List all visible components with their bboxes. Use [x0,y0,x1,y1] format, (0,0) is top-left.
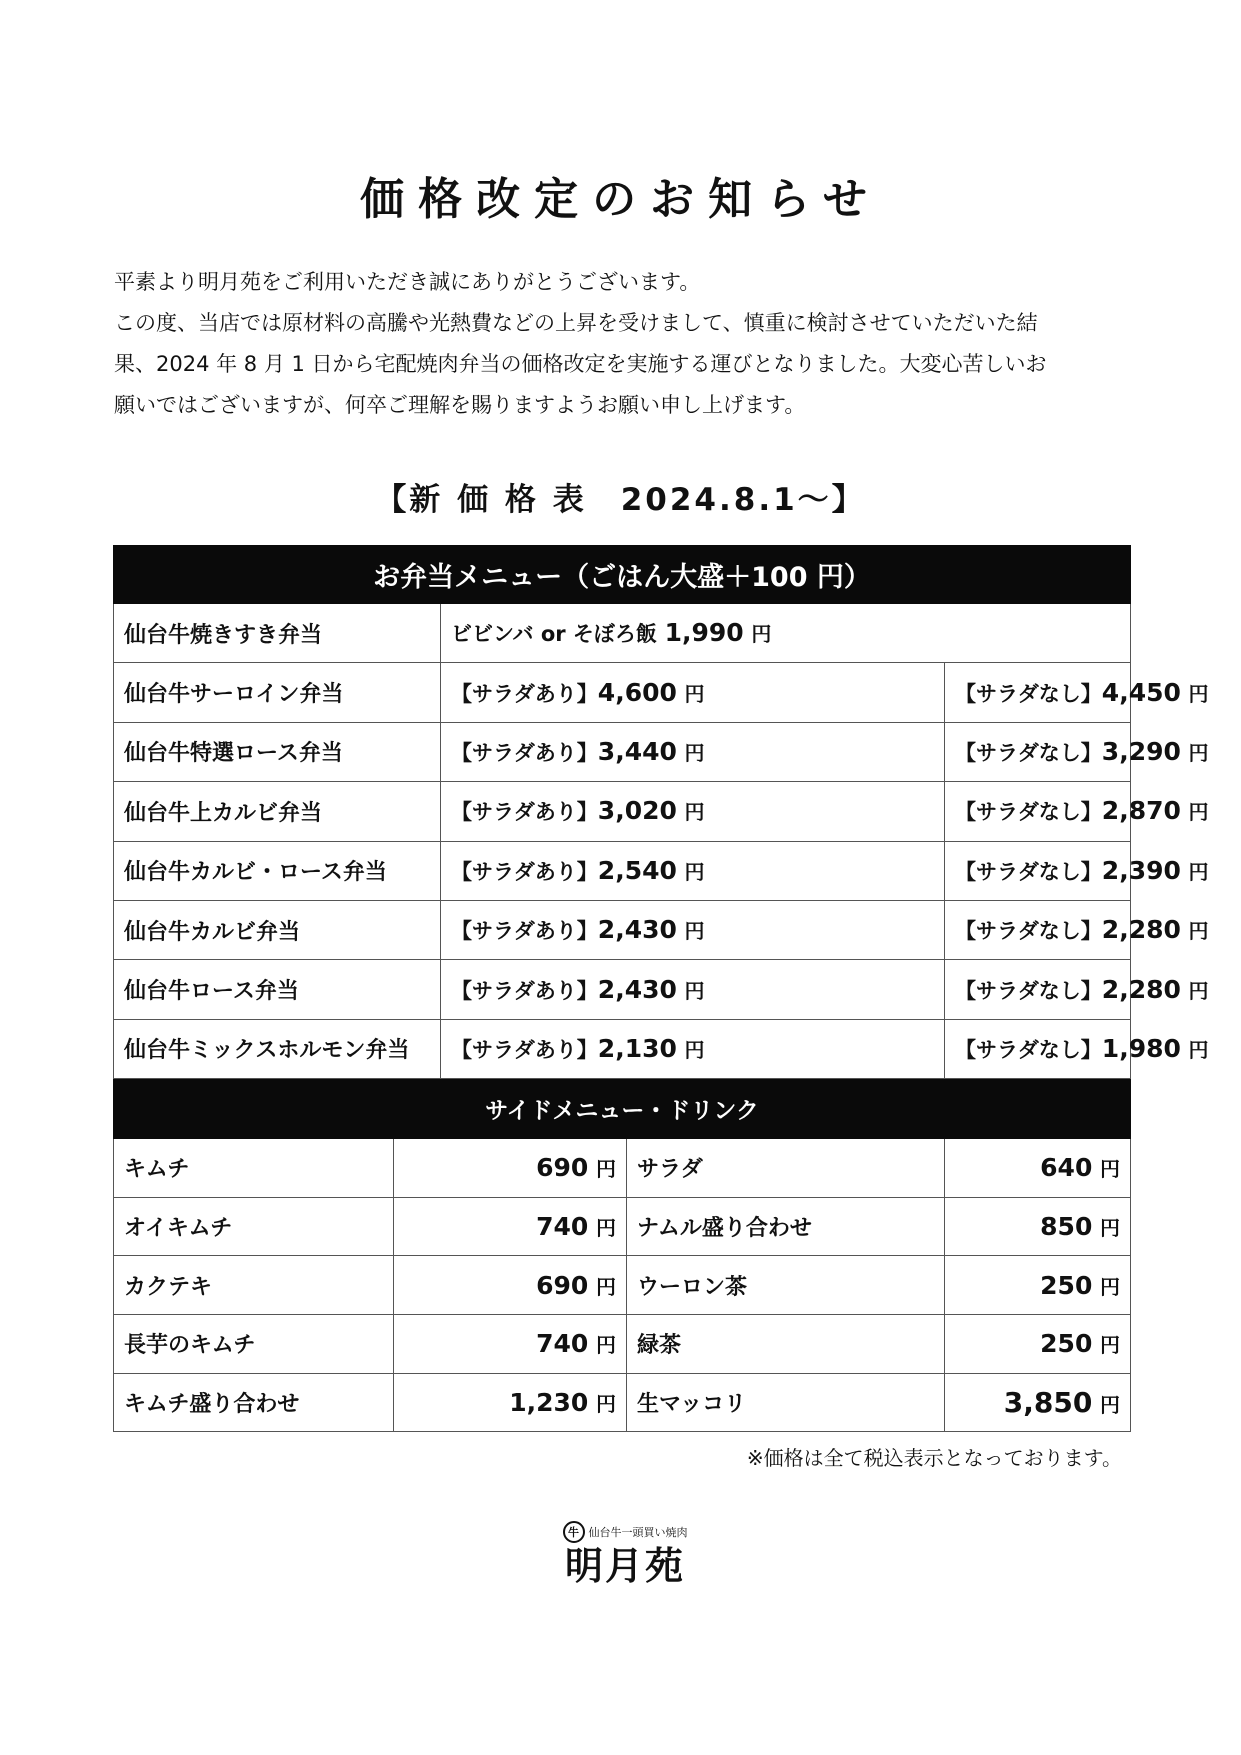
with-salad-cell [441,960,945,1019]
side-row [114,1139,1131,1198]
yen-unit: 円 [684,800,705,825]
bento-name: 仙台牛サーロイン弁当 [114,663,441,722]
bento-header-row [114,546,1131,604]
without-salad-cell [945,841,1209,900]
yen-unit: 円 [684,978,705,1003]
with-salad-cell [441,663,945,722]
side-header-row [114,1079,1131,1139]
side-item-price-cell [394,1139,627,1198]
price-table-title: 【新 価 格 表 2024.8.1〜】 [375,482,866,518]
bento-row [114,900,1131,959]
yen-unit: 円 [684,740,705,765]
bento-row [114,841,1131,900]
logo-tagline-row [555,1521,695,1543]
side-item-price: 250 [1040,1329,1093,1359]
price-table [113,545,1209,1432]
intro-line: 平素より明月苑をご利用いただき誠にありがとうございます。 [114,270,701,294]
side-menu-header: サイドメニュー・ドリンク [114,1079,1131,1139]
yen-unit: 円 [1100,1274,1121,1299]
side-row [114,1373,1131,1432]
yen-unit: 円 [1100,1333,1121,1358]
restaurant-logo [555,1521,695,1589]
yen-unit: 円 [596,1333,616,1358]
with-salad-price: 3,440 [597,736,677,766]
side-item-name: ナムル盛り合わせ [627,1197,945,1256]
option-label: ビビンバ or そぼろ飯 [451,622,657,647]
side-item-price: 850 [1040,1212,1093,1242]
side-item-name: キムチ盛り合わせ [114,1373,394,1432]
intro-line: 果、2024 年 8 月 1 日から宅配焼肉弁当の価格改定を実施する運びとなりました。大変心苦しいお [114,352,1047,376]
bento-row [114,722,1131,781]
intro-line: この度、当店では原材料の高騰や光熱費などの上昇を受けまして、慎重に検討させていただいた結 [114,311,1038,335]
yen-unit: 円 [1188,740,1209,765]
with-salad-price: 2,430 [597,915,677,945]
side-item-price-cell [945,1314,1131,1373]
with-salad-label: 【サラダあり】 [451,919,598,944]
side-list [114,1139,1131,1432]
side-item-name: 生マッコリ [627,1373,945,1432]
side-item-price-cell [394,1256,627,1315]
without-salad-price: 2,280 [1101,915,1181,945]
price-value: 1,990 [664,618,744,648]
intro-text [114,262,1134,426]
with-salad-price: 2,130 [597,1033,677,1063]
side-item-name: キムチ [114,1139,394,1198]
beef-badge-icon: 牛 [563,1521,585,1543]
without-salad-price: 1,980 [1101,1033,1181,1063]
without-salad-label: 【サラダなし】 [955,919,1102,944]
with-salad-label: 【サラダあり】 [451,800,598,825]
yen-unit: 円 [1188,919,1209,944]
without-salad-cell [945,782,1209,841]
without-salad-label: 【サラダなし】 [955,859,1102,884]
yen-unit: 円 [1188,681,1209,706]
yen-unit: 円 [1188,800,1209,825]
side-item-price-cell [394,1373,627,1432]
side-item-name: 長芋のキムチ [114,1314,394,1373]
side-item-price-cell [945,1139,1131,1198]
without-salad-cell [945,722,1209,781]
yen-unit: 円 [1100,1392,1121,1417]
bento-row [114,604,1131,663]
side-item-price: 690 [536,1270,589,1300]
with-salad-price: 4,600 [597,677,677,707]
bento-list [114,663,1209,1079]
without-salad-price: 2,280 [1101,974,1181,1004]
side-item-name: サラダ [627,1139,945,1198]
yen-unit: 円 [684,919,705,944]
side-item-price-cell [945,1256,1131,1315]
yen-unit: 円 [596,1391,616,1416]
side-row [114,1197,1131,1256]
without-salad-price: 2,870 [1101,796,1181,826]
bento-name: 仙台牛カルビ弁当 [114,900,441,959]
yen-unit: 円 [1188,859,1209,884]
bento-row [114,960,1131,1019]
bento-row [114,782,1131,841]
without-salad-cell [945,1019,1209,1078]
logo-name: 明月苑 [564,1543,685,1588]
yen-unit: 円 [596,1216,616,1241]
side-item-price-cell [394,1197,627,1256]
yen-unit: 円 [1188,1037,1209,1062]
without-salad-label: 【サラダなし】 [955,800,1102,825]
side-item-price: 250 [1040,1270,1093,1300]
yen-unit: 円 [751,622,772,647]
with-salad-price: 2,540 [597,855,677,885]
side-item-price-cell [945,1197,1131,1256]
with-salad-label: 【サラダあり】 [451,859,598,884]
side-item-price-cell [945,1373,1131,1432]
bento-row [114,663,1131,722]
page-title: 価格改定のお知らせ [360,174,881,225]
yen-unit: 円 [684,681,705,706]
bento-name: 仙台牛カルビ・ロース弁当 [114,841,441,900]
without-salad-cell [945,663,1209,722]
side-item-name: カクテキ [114,1256,394,1315]
with-salad-price: 3,020 [597,796,677,826]
without-salad-price: 4,450 [1101,677,1181,707]
intro-line: 願いではございますが、何卒ご理解を賜りますようお願い申し上げます。 [114,393,806,417]
side-item-name: 緑茶 [627,1314,945,1373]
without-salad-cell [945,960,1209,1019]
with-salad-price: 2,430 [597,974,677,1004]
bento-name: 仙台牛ミックスホルモン弁当 [114,1019,441,1078]
with-salad-cell [441,782,945,841]
side-item-price: 690 [536,1153,589,1183]
without-salad-label: 【サラダなし】 [955,681,1102,706]
with-salad-label: 【サラダあり】 [451,681,598,706]
with-salad-label: 【サラダあり】 [451,978,598,1003]
side-item-price: 740 [536,1329,589,1359]
yen-unit: 円 [684,1037,705,1062]
without-salad-price: 3,290 [1101,736,1181,766]
bento-name: 仙台牛上カルビ弁当 [114,782,441,841]
side-item-price: 1,230 [509,1387,589,1417]
with-salad-cell [441,1019,945,1078]
without-salad-label: 【サラダなし】 [955,740,1102,765]
without-salad-cell [945,900,1209,959]
yen-unit: 円 [1100,1157,1121,1182]
side-item-price: 740 [536,1212,589,1242]
tax-note: ※価格は全て税込表示となっております。 [746,1446,1122,1470]
bento-menu-header: お弁当メニュー（ごはん大盛＋100 円） [114,546,1131,604]
bento-price-cell [441,604,1131,663]
with-salad-label: 【サラダあり】 [451,740,598,765]
with-salad-cell [441,900,945,959]
bento-name: 仙台牛特選ロース弁当 [114,722,441,781]
without-salad-label: 【サラダなし】 [955,1037,1102,1062]
with-salad-cell [441,722,945,781]
with-salad-label: 【サラダあり】 [451,1037,598,1062]
bento-name: 仙台牛ロース弁当 [114,960,441,1019]
without-salad-price: 2,390 [1101,855,1181,885]
yen-unit: 円 [1188,978,1209,1003]
bento-name: 仙台牛焼きすき弁当 [114,604,441,663]
side-item-price-cell [394,1314,627,1373]
side-row [114,1314,1131,1373]
yen-unit: 円 [596,1157,616,1182]
side-item-price: 3,850 [1003,1385,1093,1419]
with-salad-cell [441,841,945,900]
logo-tagline: 仙台牛一頭買い焼肉 [588,1526,688,1539]
bento-row [114,1019,1131,1078]
side-item-name: オイキムチ [114,1197,394,1256]
yen-unit: 円 [1100,1216,1121,1241]
yen-unit: 円 [684,859,705,884]
yen-unit: 円 [596,1274,616,1299]
side-item-name: ウーロン茶 [627,1256,945,1315]
side-row [114,1256,1131,1315]
without-salad-label: 【サラダなし】 [955,978,1102,1003]
side-item-price: 640 [1040,1153,1093,1183]
